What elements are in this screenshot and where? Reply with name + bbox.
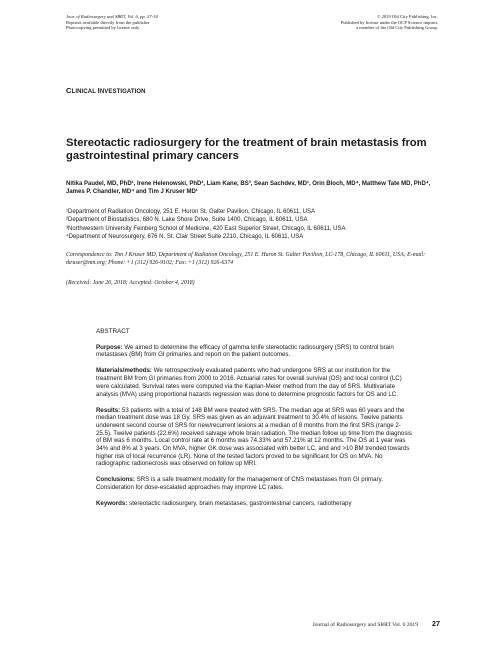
affiliation-3: ³Northwestern University Feinberg School of Medicine, 420 East Superior Street, Chicago, IL 60611, USA [66, 225, 346, 232]
affiliations [66, 208, 446, 242]
abstract-heading: ABSTRACT [96, 328, 130, 335]
abstract-conclusions: Conclusions: SRS is a safe treatment modality for the management of CNS metastases from GI primary. Consideration for dose-escalated approaches may improve LC rates. [96, 476, 383, 492]
affiliation-4: ⁴Department of Neurosurgery, 676 N. St. Clair Street Suite 2210, Chicago, IL 60611, USA [66, 234, 304, 241]
photocopy-note: Photocopying permitted by license only [66, 25, 140, 31]
section-label: CLINICAL INVESTIGATION [66, 86, 146, 95]
abstract-keywords: Keywords: stereotactic radiosurgery, brain metastases, gastrointestinal cancers, radiotherapy [96, 500, 352, 508]
license-line: Published by license under the OCP Science imprint, [340, 19, 438, 25]
footer-journal: Journal of Radiosurgery and SBRT Vol. 6 2019 [312, 622, 418, 628]
abstract-purpose: Purpose: We aimed to determine the efficacy of gamma knife stereotactic radiosurgery (SRS) to control brain metastases (BM) from GI primaries and report on the patient outcomes. [96, 343, 394, 359]
author-list: Nitika Paudel, MD, PhD¹, Irene Helenowski, PhD², Liam Kane, BS³, Sean Sachdev, MD¹, Orin Bloch, MD⁴, Matthew Tate MD, PhD⁴, James P. Chandler, MD⁴ and Tim J Kruser MD¹ [66, 181, 431, 196]
affiliation-1: ¹Department of Radiation Oncology, 251 E. Huron St. Galter Pavilion, Chicago, IL 60611, USA [66, 209, 316, 215]
copyright-line: © 2019 Old City Publishing, Inc. [376, 14, 438, 19]
page-number: 27 [432, 619, 440, 628]
journal-header-right [341, 14, 438, 31]
affiliation-2: ²Department of Biostatistics, 680 N. Lake Shore Drive, Suite 1400, Chicago, IL 60611, USA [66, 217, 308, 224]
article-title: Stereotactic radiosurgery for the treatment of brain metastasis from gastrointestinal primary cancers [66, 137, 427, 162]
correspondence: Correspondence to: Tim J Kruser MD, Department of Radiation Oncology, 251 E. Huron St. Galter Pavilion, LC-178, Chicago, IL 60611, USA; E-mail: tkruser@nm.org; Phone: +1 (312) 926-9102; Fax: +1 (312) 926-6374 [66, 252, 426, 267]
reprints-note: Reprints available directly from the publisher [66, 19, 150, 25]
abstract [96, 328, 416, 516]
abstract-results: Results: 53 patients with a total of 148 BM were treated with SRS. The median age at SRS was 60 years and the median treatment dose was 18 Gy. SRS was given as an adjuvant treatment to 30.4% of lesions. Twelve patients underwent second course of SRS for new/recurrent lesions at a median of 8 months from the first SRS (range 2-25.5). Twelve patients (22.6%) received salvage whole brain radiation. The median follow up time from the diagnosis of BM was 6 months. Local control rate at 6 months was 74.33% and 57.21% at 12 months. The OS at 1 year was 34% and 8% at 3 years. On MVA, higher GK dose was associated with better LC, and and >10 BM trended towards higher risk of local recurrence (LR). None of the tested factors proved to be significant for OS on MVA. No radiographic radionecrosis was observed on follow up MRI. [96, 406, 412, 468]
journal-header-left [66, 14, 158, 31]
journal-citation: Jour. of Radiosurgery and SBRT, Vol. 6, pp. 27-34 [66, 14, 158, 19]
publisher-group-line: a member of the Old City Publishing Group. [356, 25, 438, 31]
abstract-methods: Materials/methods: We retrospectively evaluated patients who had undergone SRS at our institution for the treatment BM from GI primaries from 2000 to 2016. Actuarial rates for overall survival (OS) and local control (LC) were calculated. Survival rates were computed via the Kaplan-Meier method from the day of SRS. Multivariate analysis (MVA) using proportional hazards regression was done to determine prognostic factors for OS and LC. [96, 367, 402, 398]
received-dates: (Received: June 26, 2018; Accepted: October 4, 2018) [66, 280, 195, 286]
page-footer [312, 619, 440, 628]
